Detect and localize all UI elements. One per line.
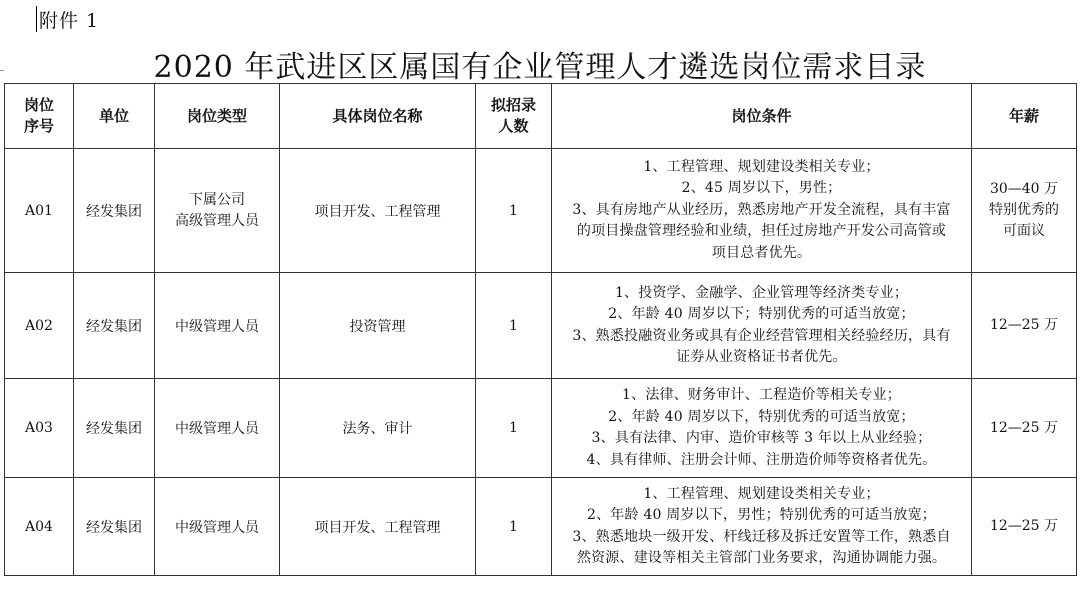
condition-line: 3、具有房地产从业经历，熟悉房地产开发全流程，具有丰富 [572,201,951,218]
cell-name: 项目开发、工程管理 [280,478,476,576]
cell-seq: A02 [5,273,74,379]
condition-line: 3、具有法律、内审、造价审核等 3 年以上从业经验； [591,430,932,446]
margin-marker [0,70,4,71]
position-table [4,83,1077,576]
cell-name: 法务、审计 [280,379,476,478]
cell-type: 中级管理人员 [155,273,280,379]
document-title: 2020 年武进区区属国有企业管理人才遴选岗位需求目录 [153,50,927,85]
cell-unit: 经发集团 [74,379,155,478]
header-name: 具体岗位名称 [280,84,476,149]
header-salary: 年薪 [972,84,1077,149]
salary-line: 可面议 [1003,223,1045,239]
header-seq-line1: 岗位 [23,96,54,114]
condition-line: 4、具有律师、注册会计师、注册造价师等资格者优先。 [586,451,937,468]
header-row [5,84,1077,149]
header-count-line1: 拟招录 [490,96,536,114]
cell-salary: 12—25 万 [972,478,1077,576]
cell-type: 中级管理人员 [155,379,280,478]
cell-seq: A03 [5,379,74,478]
header-type: 岗位类型 [155,84,280,149]
cell-conditions [552,379,972,478]
cell-name: 项目开发、工程管理 [280,149,476,273]
condition-line: 的项目操盘管理经验和业绩，担任过房地产开发公司高管或 [576,223,947,240]
header-conditions: 岗位条件 [552,84,972,149]
cell-salary [972,149,1077,273]
condition-line: 1、工程管理、规划建设类相关专业； [643,485,880,502]
cell-type [155,149,280,273]
condition-line: 1、工程管理、规划建设类相关专业； [643,158,880,175]
cell-salary: 12—25 万 [972,379,1077,478]
cell-count: 1 [476,478,552,576]
header-count [476,84,552,149]
cell-seq: A01 [5,149,74,273]
condition-line: 项目总者优先。 [711,244,812,261]
condition-line: 2、年龄 40 周岁以下，男性；特别优秀的可适当放宽； [586,507,937,523]
table-row [5,379,1077,478]
cell-count: 1 [476,149,552,273]
condition-line: 1、法律、财务审计、工程造价等相关专业； [622,387,901,403]
cell-name: 投资管理 [280,273,476,379]
table-row [5,478,1077,576]
table-row [5,149,1077,273]
condition-line: 2、年龄 40 周岁以下，特别优秀的可适当放宽； [608,408,915,425]
cell-seq: A04 [5,478,74,576]
salary-line: 特别优秀的 [989,202,1059,218]
cell-salary: 12—25 万 [972,273,1077,379]
text-cursor [36,6,37,32]
salary-line: 30—40 万 [989,181,1059,197]
header-unit: 单位 [74,84,155,149]
type-line: 下属公司 [189,191,245,208]
table-row [5,273,1077,379]
attachment-label: 附件 1 [39,10,100,32]
cell-unit: 经发集团 [74,478,155,576]
condition-line: 1、投资学、金融学、企业管理等经济类专业； [614,284,909,301]
condition-line: 2、年龄 40 周岁以下；特别优秀的可适当放宽； [608,306,915,322]
cell-unit: 经发集团 [74,273,155,379]
cell-conditions [552,149,972,273]
condition-line: 证券从业资格证书者优先。 [676,349,847,365]
header-seq [5,84,74,149]
cell-type: 中级管理人员 [155,478,280,576]
condition-line: 3、熟悉投融资业务或具有企业经营管理相关经验经历，具有 [572,327,951,344]
type-line: 高级管理人员 [175,212,259,229]
condition-line: 3、熟悉地块一级开发、杆线迁移及拆迁安置等工作，熟悉自 [572,528,951,545]
header-seq-line2: 序号 [23,117,54,135]
cell-conditions [552,273,972,379]
condition-line: 2、45 周岁以下，男性； [681,180,842,197]
cell-unit: 经发集团 [74,149,155,273]
cell-count: 1 [476,379,552,478]
cell-conditions [552,478,972,576]
cell-count: 1 [476,273,552,379]
condition-line: 然资源、建设等相关主管部门业务要求，沟通协调能力强。 [576,550,947,566]
header-count-line2: 人数 [498,117,529,135]
